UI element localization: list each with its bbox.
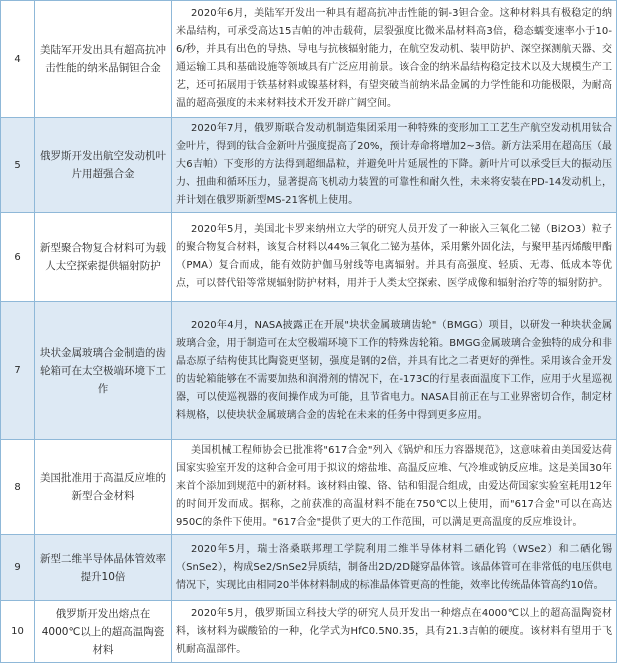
- row-number: 6: [1, 213, 35, 302]
- item-description: 美国机械工程师协会已批准将"617合金"列入《锅炉和压力容器规范》，这意味着由美国爱达荷国家实验室开发的这种合金可用于拟议的熔盐堆、高温反应堆、气冷堆或钠反应堆。这是美国30年来首个添加到规范中的新材料。该材料由镍、铬、钴和钼混合组成，由爱达荷国家实验室耗用12年的时间开发而成。据称，之前获准的高温材料不能在750℃以上使用，而"617合金"可以在高达950C的条件下使用。"617合金"提供了更大的工作范围，可以满足更高温度的反应堆设计。: [172, 440, 617, 535]
- item-title: 俄罗斯开发出航空发动机叶片用超强合金: [35, 118, 172, 213]
- table-row: [1, 601, 617, 663]
- item-description: 2020年7月，俄罗斯联合发动机制造集团采用一种特殊的变形加工工艺生产航空发动机用钛合金叶片，得到的钛合金新叶片强度提高了20%，预计寿命将增加2~3倍。新方法采用在超高压（最大6吉帕）下变形的方法得到超细晶粒，并避免叶片延展性的下降。新叶片可以承受巨大的振动压力、扭曲和循环压力，显著提高飞机动力装置的可靠性和耐久性，未来将安装在PD-14发动机上，并计划在俄罗斯新型MS-21客机上使用。: [172, 118, 617, 213]
- item-title: 新型聚合物复合材料可为载人太空探索提供辐射防护: [35, 213, 172, 302]
- item-title: 新型二维半导体晶体管效率提升10倍: [35, 535, 172, 601]
- item-title: 美国批准用于高温反应堆的新型合金材料: [35, 440, 172, 535]
- row-number: 8: [1, 440, 35, 535]
- materials-table-body: [1, 1, 617, 663]
- table-row: [1, 535, 617, 601]
- table-row: [1, 302, 617, 440]
- table-row: [1, 118, 617, 213]
- item-title: 块状金属玻璃合金制造的齿轮箱可在太空极端环境下工作: [35, 302, 172, 440]
- table-row: [1, 440, 617, 535]
- table-row: [1, 213, 617, 302]
- item-description: 2020年5月，瑞士洛桑联邦理工学院利用二维半导体材料二硒化钨（WSe2）和二硒化锡（SnSe2），构成Se2/SnSe2异质结，制备出2D/2D隧穿晶体管。该晶体管可在非常低的电压供电情况下，实现比由相同20半体材料制成的标准晶体管更高的性能，效率比传统晶体管高约10倍。: [172, 535, 617, 601]
- item-description: 2020年5月，俄罗斯国立科技大学的研究人员开发出一种熔点在4000℃以上的超高温陶瓷材料，该材料为碳酸铪的一种，化学式为HfC0.5N0.35，具有21.3吉帕的硬度。该材料有望用于飞机耐高温部件。: [172, 601, 617, 663]
- row-number: 10: [1, 601, 35, 663]
- item-description: 2020年6月，美陆军开发出一种具有超高抗冲击性能的铜-3钽合金。这种材料具有极稳定的纳米晶结构，可承受高达15吉帕的冲击载荷，层裂强度比微米晶材料高3倍，稳态蠕变速率小于10-6/秒，并具有出色的导热、导电与抗核辐射能力，在航空发动机、装甲防护、深空探测航天器、交通运输工具和基础设施等领域具有广泛应用前景。该合金的纳米晶结构稳定技术以及大规模生产工艺，还可拓展用于铁基材料或镍基材料，有望突破当前纳米晶金属的力学性能和功能极限，为耐高温的超高强度的未来材料技术开发开辟广阔空间。: [172, 1, 617, 118]
- row-number: 4: [1, 1, 35, 118]
- row-number: 7: [1, 302, 35, 440]
- item-description: 2020年5月，美国北卡罗来纳州立大学的研究人员开发了一种嵌入三氧化二铋（Bi2O3）粒子的聚合物复合材料，该复合材料以44%三氧化二铋为基体，采用紫外固化法，与聚甲基丙烯酸甲酯（PMA）复合而成，能有效防护伽马射线等电离辐射。并具有高强度、轻质、无毒、低成本等优点，可以替代铅等常规辐射防护材料，用并于人类太空探索、医学成像和辐射治疗等的辐射防护。: [172, 213, 617, 302]
- row-number: 5: [1, 118, 35, 213]
- item-title: 俄罗斯开发出熔点在4000℃以上的超高温陶瓷材料: [35, 601, 172, 663]
- item-description: 2020年4月，NASA披露正在开展"块状金属玻璃齿轮"（BMGG）项目，以研发一种块状金属玻璃合金，用于制造可在太空极端环境下工作的特殊齿轮箱。BMGG金属玻璃合金独特的成分和非晶态原子结构使其比陶瓷更坚韧，强度是钢的2倍，并具有比之二者更好的弹性。采用该合金开发的齿轮箱能够在不需要加热和润滑剂的情况下，在-173C的行星表面温度下工作，应用于火星巡视器，可以使巡视器的夜间操作成为可能，且节省电力。NASA目前正在与工业界密切合作，制定材料规格，以使块状金属玻璃合金的齿轮在未来的任务中得到更多应用。: [172, 302, 617, 440]
- table-row: [1, 1, 617, 118]
- item-title: 美陆军开发出具有超高抗冲击性能的纳米晶铜钽合金: [35, 1, 172, 118]
- row-number: 9: [1, 535, 35, 601]
